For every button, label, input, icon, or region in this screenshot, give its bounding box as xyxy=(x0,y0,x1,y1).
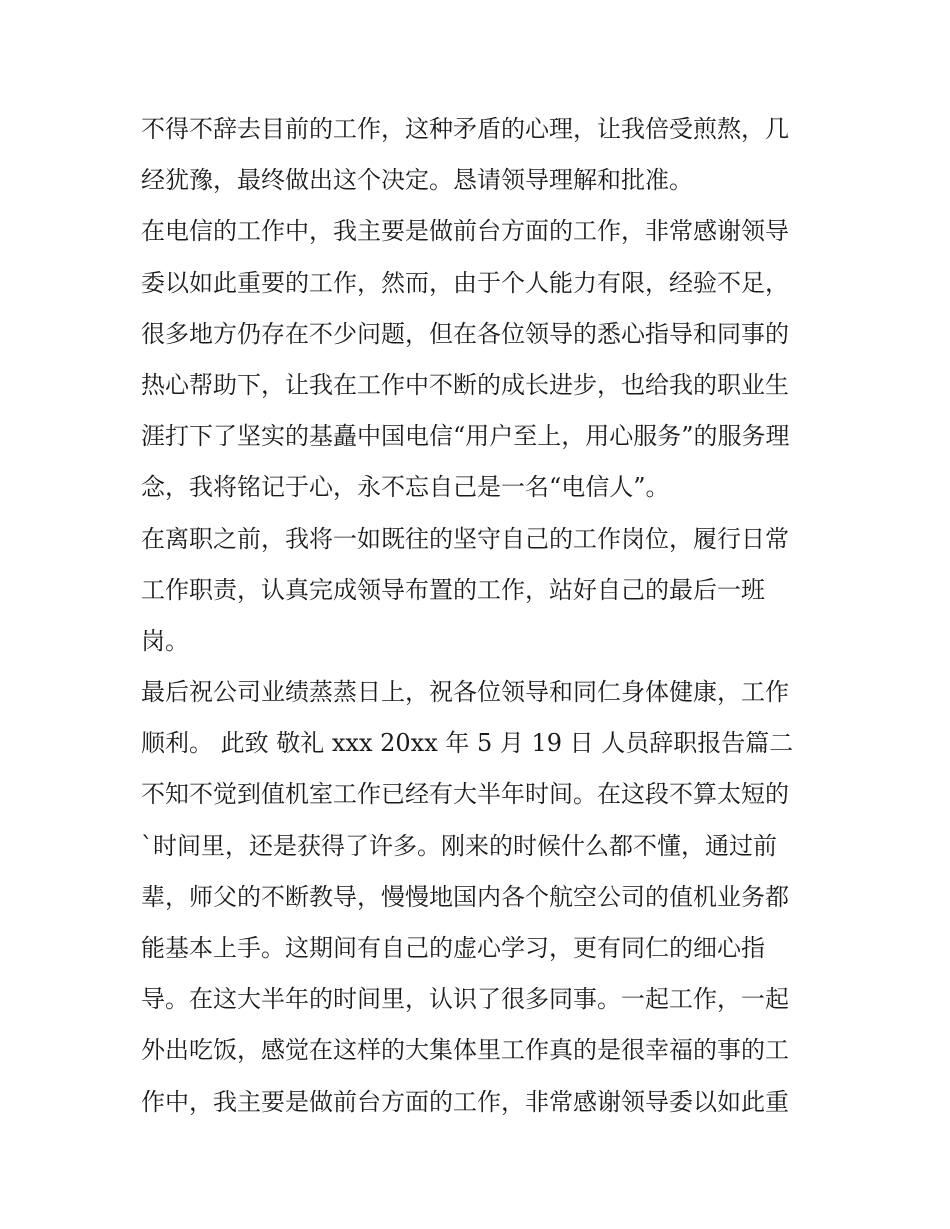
text-line: 很多地方仍存在不少问题，但在各位领导的悉心指导和同事的 xyxy=(141,319,789,348)
text-line: 经犹豫，最终做出这个决定。恳请领导理解和批准。 xyxy=(141,166,693,195)
text-line: 热心帮助下，让我在工作中不断的成长进步，也给我的职业生 xyxy=(141,370,789,399)
text-line: 顺利。 此致 敬礼 xxx 20xx 年 5 月 19 日 人员辞职报告篇二 xyxy=(141,729,794,758)
text-line: 念，我将铭记于心，永不忘自己是一名“电信人”。 xyxy=(141,473,670,502)
text-line: 岗。 xyxy=(141,626,189,655)
text-line: 外出吃饭，感觉在这样的大集体里工作真的是很幸福的事的工 xyxy=(141,1036,789,1065)
text-line: `时间里，还是获得了许多。刚来的时候什么都不懂，通过前 xyxy=(141,831,777,860)
text-line: 能基本上手。这期间有自己的虚心学习，更有同仁的细心指 xyxy=(141,934,765,962)
text-line: 不得不辞去目前的工作，这种矛盾的心理，让我倍受煎熬，几 xyxy=(141,115,789,143)
text-line: 导。在这大半年的时间里，认识了很多同事。一起工作，一起 xyxy=(141,985,789,1014)
text-line: 涯打下了坚实的基矗中国电信“用户至上，用心服务”的服务理 xyxy=(141,422,790,451)
text-line: 作中，我主要是做前台方面的工作，非常感谢领导委以如此重 xyxy=(141,1087,789,1116)
text-line: 在离职之前，我将一如既往的坚守自己的工作岗位，履行日常 xyxy=(141,524,789,553)
text-line: 委以如此重要的工作，然而，由于个人能力有限，经验不足， xyxy=(141,268,789,297)
text-line: 在电信的工作中，我主要是做前台方面的工作，非常感谢领导 xyxy=(141,217,789,246)
document-body xyxy=(141,104,821,1128)
text-line: 辈，师父的不断教导，慢慢地国内各个航空公司的值机业务都 xyxy=(141,882,789,911)
text-line: 不知不觉到值机室工作已经有大半年时间。在这段不算太短的 xyxy=(141,780,789,809)
text-line: 最后祝公司业绩蒸蒸日上，祝各位领导和同仁身体健康，工作 xyxy=(141,678,789,707)
text-line: 工作职责，认真完成领导布置的工作，站好自己的最后一班 xyxy=(141,575,765,604)
